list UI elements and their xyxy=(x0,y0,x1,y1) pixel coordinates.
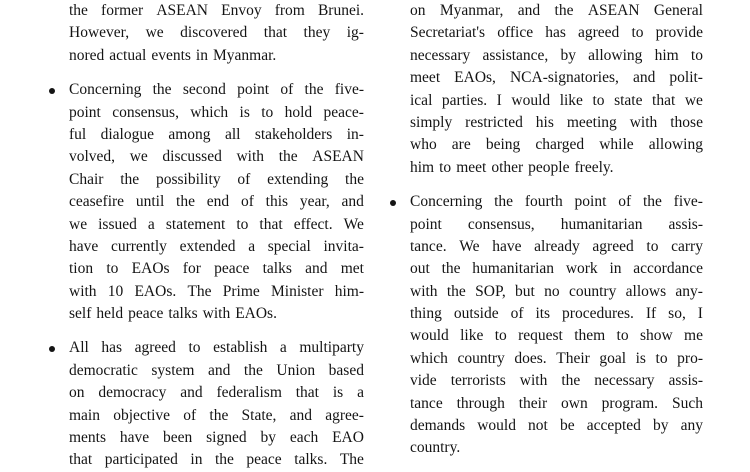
text-line: thing outside of its procedures. If so, I xyxy=(410,305,703,323)
bullet-icon xyxy=(49,88,55,94)
text-line: out the humanitarian work in accordance xyxy=(410,260,703,278)
bullet-item xyxy=(383,191,703,460)
text-line: country. xyxy=(410,439,461,457)
text-line: on Myanmar, and the ASEAN General xyxy=(410,2,703,19)
text-line: him to meet other people freely. xyxy=(410,158,614,176)
text-line: ceasefire until the end of this year, and xyxy=(69,193,364,211)
bullet-item xyxy=(42,337,364,471)
text-line: vide terrorists with the necessary assis- xyxy=(410,372,703,390)
bullet-icon xyxy=(390,200,396,206)
text-line: tance. We have already agreed to carry xyxy=(410,237,703,255)
paragraph-continuation xyxy=(42,0,364,67)
text-line: simply restricted his meeting with those xyxy=(410,113,703,131)
text-line: ful dialogue among all stakeholders in- xyxy=(69,125,364,143)
paragraph-continuation xyxy=(383,0,703,179)
text-line: Chair the possibility of extending the xyxy=(69,170,364,188)
text-line: that participated in the peace talks. The xyxy=(69,451,364,469)
text-line: tion to EAOs for peace talks and met xyxy=(69,260,364,278)
bullet-icon xyxy=(49,346,55,352)
bullet-item xyxy=(42,79,364,325)
text-line: on democracy and federalism that is a xyxy=(69,384,364,402)
text-line: with the SOP, but no country allows any- xyxy=(410,282,703,300)
text-line: All has agreed to establish a multiparty xyxy=(69,339,364,357)
text-line: tance through their own program. Such xyxy=(410,394,703,412)
text-line: necessary assistance, by allowing him to xyxy=(410,46,703,64)
text-line: meet EAOs, NCA-signatories, and polit- xyxy=(410,69,703,87)
text-line: with 10 EAOs. The Prime Minister him- xyxy=(69,282,364,300)
text-line: point consensus, humanitarian assis- xyxy=(410,215,703,233)
text-line: main objective of the State, and agree- xyxy=(69,406,364,424)
text-line: demands would not be accepted by any xyxy=(410,417,703,435)
text-line: nored actual events in Myanmar. xyxy=(69,46,277,64)
text-line: the former ASEAN Envoy from Brunei. xyxy=(69,2,364,19)
text-line: ical parties. I would like to state that we xyxy=(410,91,703,109)
text-line: point consensus, which is to hold peace- xyxy=(69,103,364,121)
text-line: However, we discovered that they ig- xyxy=(69,24,364,42)
text-line: Secretariat's office has agreed to provide xyxy=(410,24,703,42)
right-column xyxy=(383,0,703,460)
text-line: volved, we discussed with the ASEAN xyxy=(69,148,364,166)
text-line: which country does. Their goal is to pro- xyxy=(410,349,703,367)
text-line: ments have been signed by each EAO xyxy=(69,429,364,447)
left-column xyxy=(42,0,364,472)
text-line: self held peace talks with EAOs. xyxy=(69,305,277,323)
text-line: who are being charged while allowing xyxy=(410,136,703,154)
text-line: Concerning the second point of the five- xyxy=(69,81,364,99)
text-line: Concerning the fourth point of the five- xyxy=(410,193,703,211)
text-line: would like to request them to show me xyxy=(410,327,703,345)
text-line: have currently extended a special invita- xyxy=(69,237,364,255)
text-line: democratic system and the Union based xyxy=(69,361,364,379)
text-line: we issued a statement to that effect. We xyxy=(69,215,364,233)
